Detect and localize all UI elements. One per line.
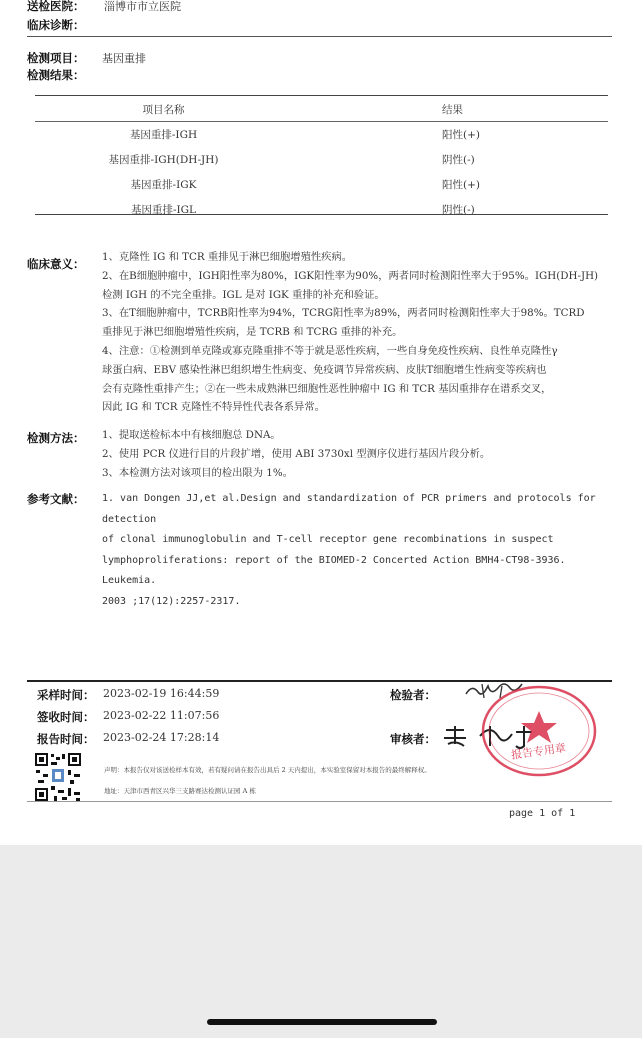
sample-time-value: 2023-02-19 16:44:59 <box>103 687 220 700</box>
table-row <box>35 122 608 148</box>
lab-seal-icon <box>480 683 598 779</box>
reference-line: 1. van Dongen JJ,et al.Design and standardization of PCR primers and protocols for detection <box>102 493 596 525</box>
reference-line: lymphoproliferations: report of the BIOMED-2 Concerted Action BMH4-CT98-3936. Leukemia. <box>102 554 566 586</box>
viewer-background <box>0 845 642 1038</box>
clinical-line: 球蛋白病、EBV 感染性淋巴组织增生性病变、免疫调节异常疾病、皮肤T细胞增生性病变等疾病也 <box>102 363 547 376</box>
clinical-line: 会有克隆性重排产生；②在一些未成熟淋巴细胞性恶性肿瘤中 IG 和 TCR 基因重排存在谱系交叉， <box>102 382 552 395</box>
row-result: 阴性(-) <box>442 204 475 216</box>
column-header-item: 项目名称 <box>35 97 292 122</box>
row-result: 阳性(+) <box>442 129 480 141</box>
clinical-label: 临床意义： <box>27 257 85 271</box>
clinical-line: 2、在B细胞肿瘤中，IGH阳性率为80%，IGK阳性率为90%，两者同时检测阳性率大于95%。IGH(DH-JH) <box>102 269 599 282</box>
report-time-value: 2023-02-24 17:28:14 <box>103 731 220 744</box>
test-item-value: 基因重排 <box>102 52 146 65</box>
header-divider <box>27 36 612 37</box>
stamp-text: 报告专用章 <box>510 741 567 762</box>
references-label: 参考文献： <box>27 492 85 506</box>
results-table <box>35 97 608 222</box>
row-item: 基因重排-IGH <box>129 129 198 141</box>
table-row <box>35 172 608 197</box>
method-line: 2、使用 PCR 仪进行目的片段扩增，使用 ABI 3730xl 型测序仪进行基因片段分析。 <box>102 447 491 460</box>
clinical-line: 因此 IG 和 TCR 克隆性不特异性代表各系异常。 <box>102 401 325 414</box>
clinical-line: 1、克隆性 IG 和 TCR 重排见于淋巴细胞增殖性疾病。 <box>102 251 353 263</box>
statement-text: 声明：本报告仅对该送检样本有效，若有疑问请在报告出具后 2 天内提出，本实验室保留对本报告的最终解释权。 <box>104 766 431 774</box>
hospital-label: 送检医院： <box>27 0 85 13</box>
sample-time-label: 采样时间： <box>37 688 95 702</box>
clinical-line: 检测 IGH 的不完全重排。IGL 是对 IGK 重排的补充和验证。 <box>102 288 385 301</box>
table-header-row <box>35 97 608 122</box>
method-line: 1、提取送检标本中有核细胞总 DNA。 <box>102 429 281 441</box>
report-time-label: 报告时间： <box>37 732 95 746</box>
row-result: 阴性(-) <box>442 154 475 166</box>
reviewer-label: 审核者： <box>390 732 436 746</box>
table-bottom-rule <box>35 214 608 215</box>
reference-line: 2003 ;17(12):2257-2317. <box>102 595 241 607</box>
clinical-line: 重排见于淋巴细胞增殖性疾病，是 TCRB 和 TCRG 重排的补充。 <box>102 326 403 339</box>
method-line: 3、本检测方法对该项目的检出限为 1%。 <box>102 466 293 479</box>
page-number: page 1 of 1 <box>509 808 576 819</box>
diagnosis-label: 临床诊断： <box>27 18 85 32</box>
home-indicator[interactable] <box>207 1019 437 1025</box>
row-result: 阳性(+) <box>442 179 480 191</box>
clinical-line: 3、在T细胞肿瘤中，TCRB阳性率为94%，TCRG阳性率为89%，两者同时检测阳性率大于98%。TCRD <box>102 307 585 320</box>
footer-bottom-rule <box>27 801 612 802</box>
clinical-line: 4、注意：①检测到单克隆或寡克隆重排不等于就是恶性疾病，一些自身免疫性疾病、良性单克隆性γ <box>102 344 558 357</box>
table-row <box>35 147 608 172</box>
method-label: 检测方法： <box>27 431 85 445</box>
references-text <box>102 489 614 612</box>
receive-time-label: 签收时间： <box>37 710 95 724</box>
address-text: 地址：天津市西青区兴华三支路赛达检测认证园 A 栋 <box>104 787 256 795</box>
receive-time-value: 2023-02-22 11:07:56 <box>103 709 220 722</box>
table-row <box>35 197 608 222</box>
row-item: 基因重排-IGK <box>130 179 197 191</box>
reference-line: of clonal immunoglobulin and T-cell receptor gene recombinations in suspect <box>102 534 554 545</box>
hospital-value: 淄博市市立医院 <box>104 0 181 13</box>
test-item-label: 检测项目： <box>27 51 85 65</box>
qr-code-icon <box>34 752 82 802</box>
clinical-text <box>102 248 612 417</box>
test-result-label: 检测结果： <box>27 68 85 82</box>
row-item: 基因重排-IGH(DH-JH) <box>108 154 219 166</box>
row-item: 基因重排-IGL <box>130 204 197 216</box>
method-text <box>102 426 612 482</box>
table-top-rule <box>35 95 608 96</box>
column-header-result: 结果 <box>292 97 608 122</box>
tester-label: 检验者： <box>390 688 436 702</box>
